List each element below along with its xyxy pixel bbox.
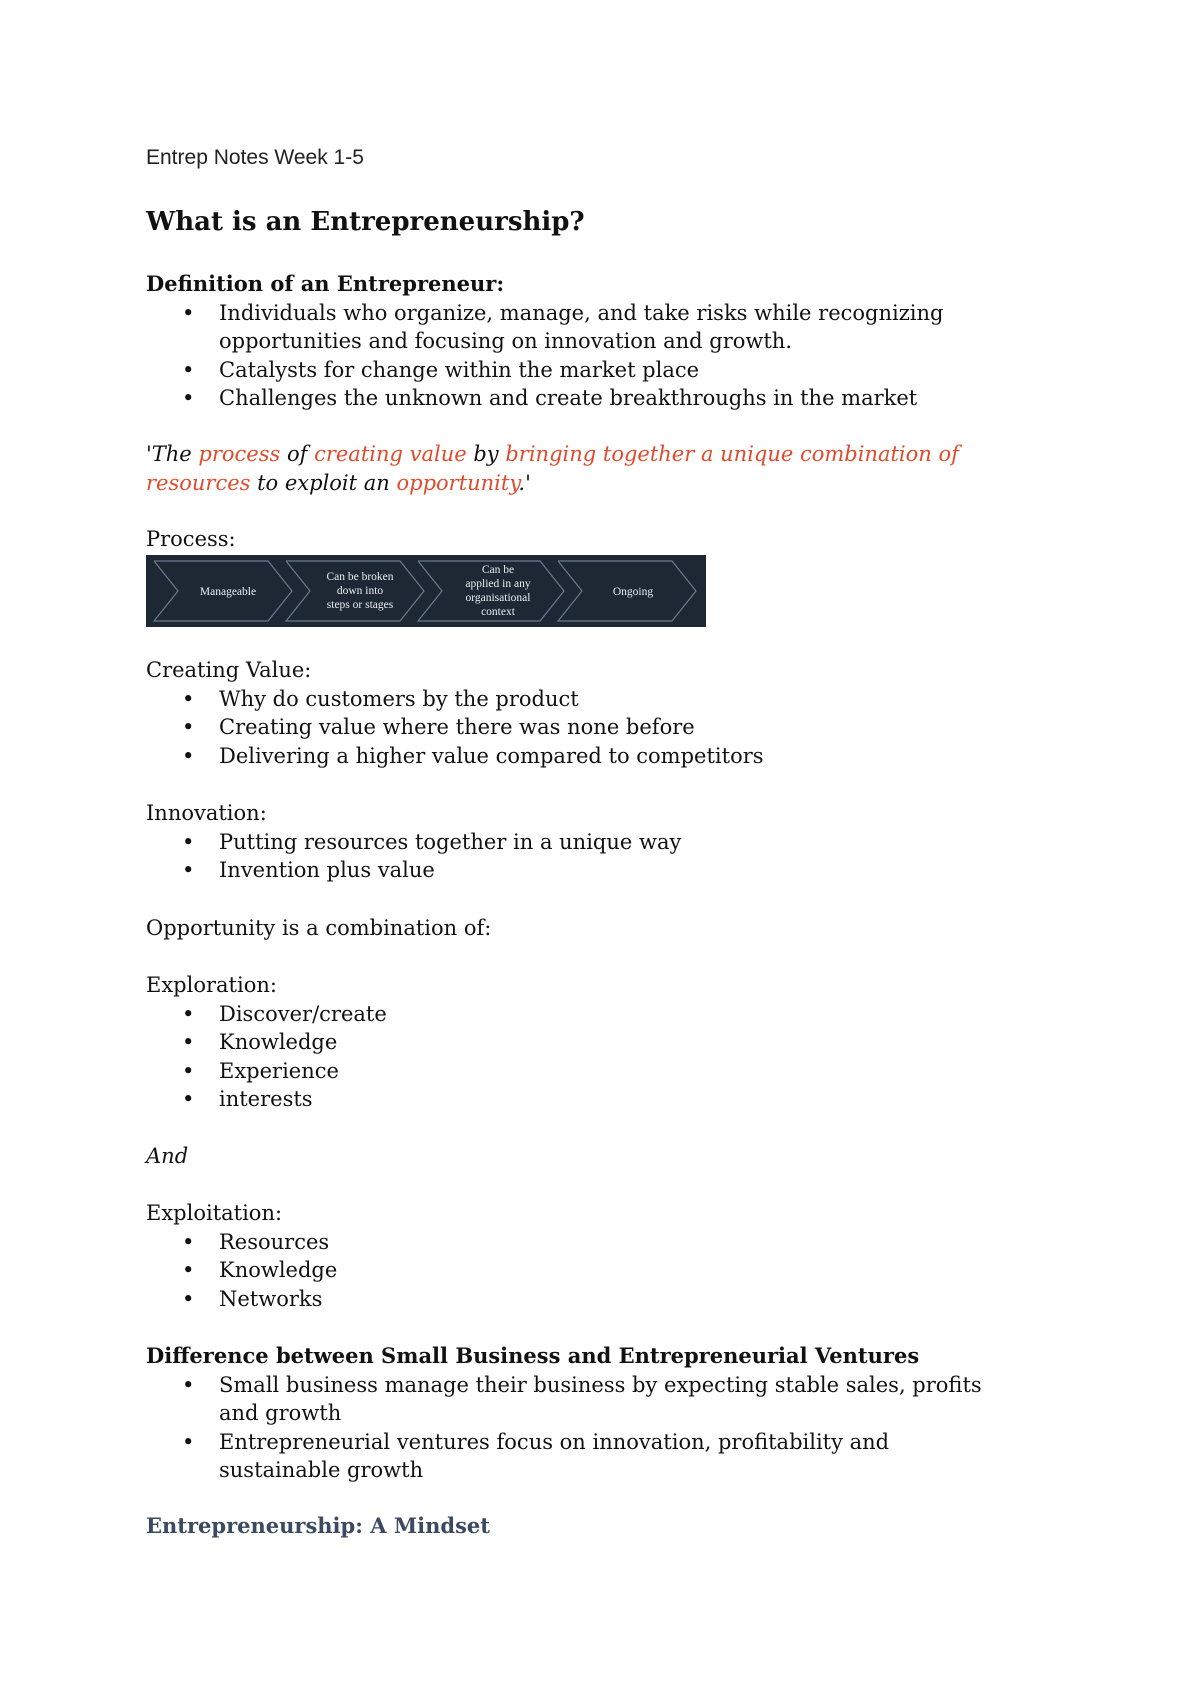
difference-label: Difference between Small Business and Entrepreneurial Ventures [146,1343,920,1368]
quote-highlight-creating-value: creating value [314,442,467,466]
difference-section [146,1342,1076,1485]
difference-list [146,1371,1016,1485]
definition-section [146,270,1076,413]
process-step-4: Ongoing [612,586,654,598]
definition-quote [146,440,1056,498]
list-item: • Creating value where there was none before [146,713,1076,742]
main-heading: What is an Entrepreneurship? [146,207,585,237]
process-step-2-line-3: steps or stages [326,599,394,611]
exploitation-section [146,1199,1076,1313]
process-step-3-line-1: Can be [481,564,515,576]
process-step-1: Manageable [199,586,257,598]
opportunity-line: Opportunity is a combination of: [146,916,492,940]
exploration-section [146,971,1076,1114]
innovation-list [146,828,1076,885]
definition-label: Definition of an Entrepreneur: [146,271,505,296]
quote-highlight-opportunity: opportunity [396,471,519,495]
process-diagram [146,555,706,627]
list-item: • Knowledge [146,1256,1076,1285]
document-title: Entrep Notes Week 1-5 [146,146,364,169]
list-item: • Invention plus value [146,856,1076,885]
list-item: • Catalysts for change within the market place [146,356,1076,385]
list-item: • Knowledge [146,1028,1076,1057]
quote-text: .' [518,471,531,495]
list-item: • Individuals who organize, manage, and take risks while recognizing opportunities and focusing on innovation and growth. [146,299,1076,356]
innovation-section [146,799,1076,885]
exploration-label: Exploration: [146,973,277,997]
process-step-3-line-2: applied in any [465,578,531,590]
list-item: • Discover/create [146,1000,1076,1029]
process-chevrons [146,555,706,627]
creating-value-section [146,656,1076,770]
list-item: • Networks [146,1285,1076,1314]
quote-highlight-process: process [198,442,281,466]
list-item: • Delivering a higher value compared to competitors [146,742,1076,771]
exploration-list [146,1000,1076,1114]
and-connector: And [146,1144,189,1168]
quote-highlight-bringing-together: bringing together a unique combination of resources [146,442,959,495]
list-item: • Small business manage their business by expecting stable sales, profits and growth [146,1371,1016,1428]
process-label: Process: [146,527,236,551]
quote-text: 'The [146,442,199,466]
list-item: • Entrepreneurial ventures focus on innovation, profitability and sustainable growth [146,1428,1016,1485]
quote-text: by [466,442,506,466]
process-step-3-line-4: context [481,606,515,618]
mindset-heading: Entrepreneurship: A Mindset [146,1513,490,1538]
innovation-label: Innovation: [146,801,267,825]
process-step-2-line-1: Can be broken [326,571,394,583]
process-step-3-line-3: organisational [465,592,531,604]
quote-text: to exploit an [250,471,397,495]
creating-value-label: Creating Value: [146,658,312,682]
process-step-2-line-2: down into [336,585,384,597]
exploitation-label: Exploitation: [146,1201,283,1225]
creating-value-list [146,685,1076,771]
list-item: • Experience [146,1057,1076,1086]
list-item: • Resources [146,1228,1076,1257]
list-item: • interests [146,1085,1076,1114]
list-item: • Putting resources together in a unique way [146,828,1076,857]
quote-text: of [280,442,315,466]
list-item: • Why do customers by the product [146,685,1076,714]
definition-list [146,299,1076,413]
list-item: • Challenges the unknown and create breakthroughs in the market [146,384,1076,413]
exploitation-list [146,1228,1076,1314]
